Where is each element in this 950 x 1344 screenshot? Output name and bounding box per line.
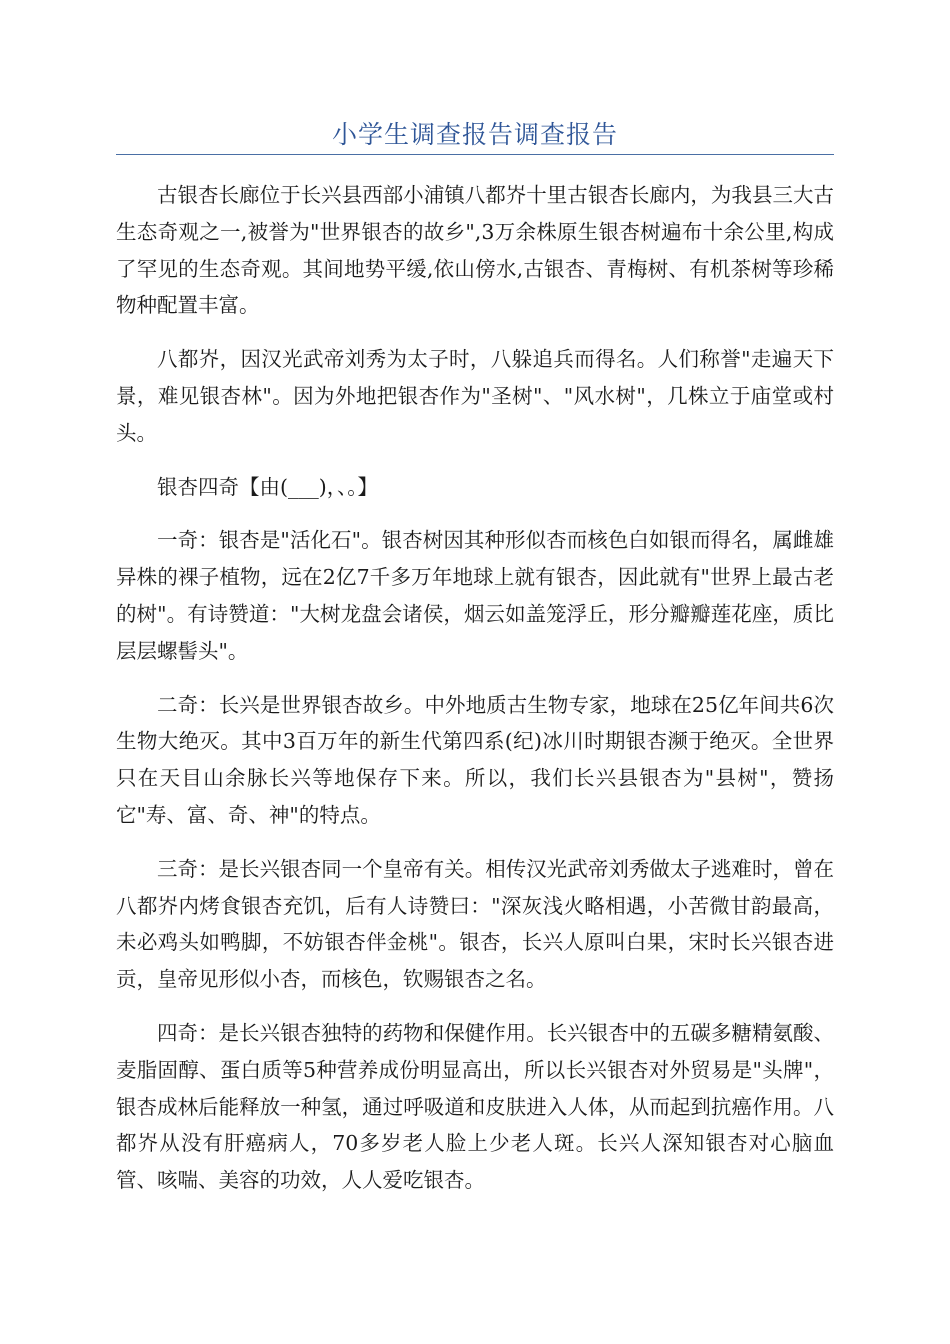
title-underline-divider xyxy=(116,154,834,155)
paragraph-four-wonders-heading: 银杏四奇【由(___)，、。】 xyxy=(157,474,378,499)
document-body xyxy=(116,177,834,1216)
paragraph-wonder-one: 一奇：银杏是"活化石"。银杏树因其种形似杏而核色白如银而得名，属雌雄异株的裸子植物，远在2亿7千多万年地球上就有银杏，因此就有"世界上最古老的树"。有诗赞道："大树龙盘会诸侯，烟云如盖笼浮丘，形分瓣瓣莲花座，质比层层螺髻头"。 xyxy=(116,528,834,663)
paragraph-wonder-four: 四奇：是长兴银杏独特的药物和保健作用。长兴银杏中的五碳多糖精氨酸、麦脂固醇、蛋白质等5种营养成份明显高出，所以长兴银杏对外贸易是"头牌"，银杏成林后能释放一种氢，通过呼吸道和皮肤进入人体，从而起到抗癌作用。八都岕从没有肝癌病人，70多岁老人脸上少老人斑。长兴人深知银杏对心脑血管、咳喘、美容的功效，人人爱吃银杏。 xyxy=(116,1020,834,1193)
paragraph-intro: 古银杏长廊位于长兴县西部小浦镇八都岕十里古银杏长廊内，为我县三大古生态奇观之一,被誉为"世界银杏的故乡",3万余株原生银杏树遍布十余公里,构成了罕见的生态奇观。其间地势平缓,依山傍水,古银杏、青梅树、有机茶树等珍稀物种配置丰富。 xyxy=(116,183,834,318)
paragraph-wonder-three: 三奇：是长兴银杏同一个皇帝有关。相传汉光武帝刘秀做太子逃难时，曾在八都岕内烤食银杏充饥，后有人诗赞曰："深灰浅火略相遇，小苦微甘韵最高，未必鸡头如鸭脚，不妨银杏伴金桃"。银杏，长兴人原叫白果，宋时长兴银杏进贡，皇帝见形似小杏，而核色，钦赐银杏之名。 xyxy=(116,856,834,992)
paragraph-badu-jie: 八都岕，因汉光武帝刘秀为太子时，八躲追兵而得名。人们称誉"走遍天下景，难见银杏林"。因为外地把银杏作为"圣树"、"风水树"，几株立于庙堂或村头。 xyxy=(116,347,834,445)
document-title: 小学生调查报告调查报告 xyxy=(331,120,618,149)
paragraph-wonder-two: 二奇：长兴是世界银杏故乡。中外地质古生物专家，地球在25亿年间共6次生物大绝灭。其中3百万年的新生代第四系(纪)冰川时期银杏濒于绝灭。全世界只在天目山余脉长兴等地保存下来。所以，我们长兴县银杏为"县树"，赞扬它"寿、富、奇、神"的特点。 xyxy=(116,692,834,827)
